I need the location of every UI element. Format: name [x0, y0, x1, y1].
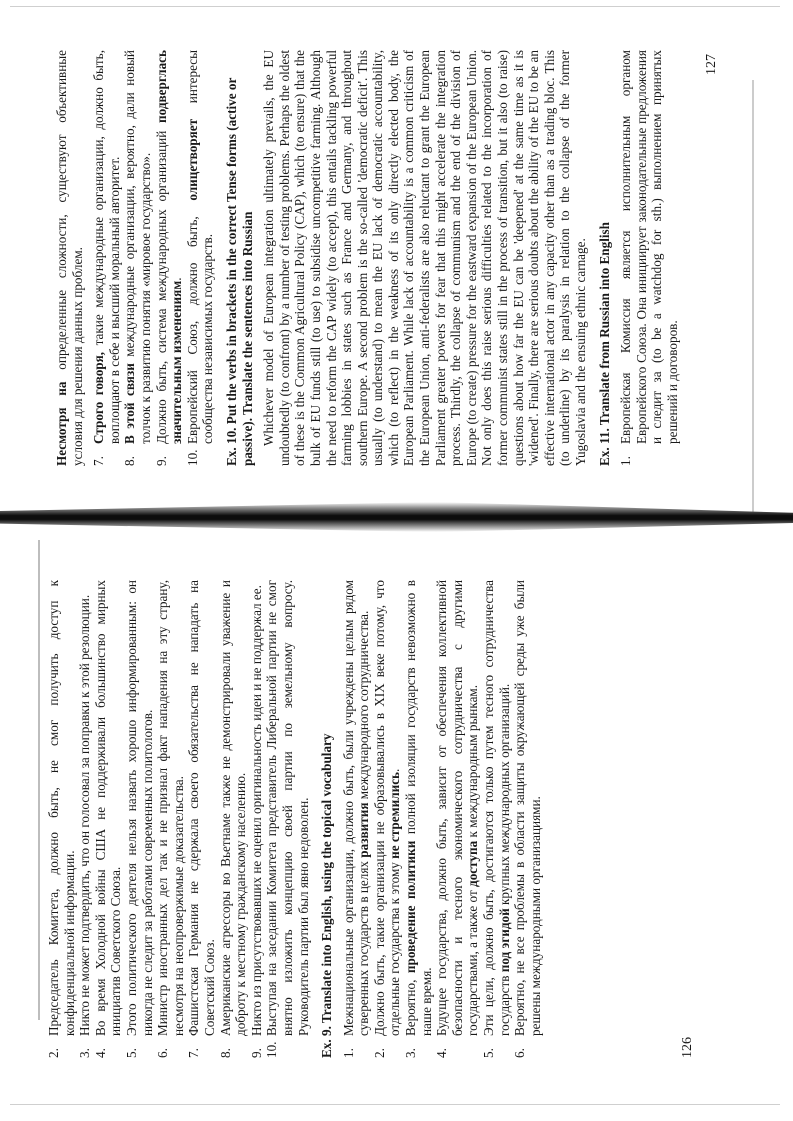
left-page-item-list — [46, 580, 311, 1058]
page-126 — [46, 580, 706, 1058]
scan-line-top — [10, 6, 780, 7]
list-item: 10. Выступая на заседании Комитета представитель Либеральной партии не смог внятно изложить концепцию своей партии по земельному вопросу. Руководитель партии был явно недоволен. — [264, 580, 311, 1058]
list-item: 4. Во время Холодной войны США не поддерживали большинство мирных инициатив Советского Союза. — [92, 580, 124, 1058]
exercise-10-heading: Ex. 10. Put the verbs in brackets in the correct Tense forms (active or passive). Translate the sentences into Russian — [223, 77, 255, 466]
exercise-11-heading: Ex. 11. Translate from Russian into English — [596, 221, 612, 466]
list-item: 10. Европейский Союз, должно быть, олицетворяет интересы сообщества независимых государств. — [184, 50, 216, 466]
list-item: 6. Министр иностранных дел так и не признал факт нападения на эту страну, несмотря на неопровержимые доказательства. — [155, 580, 186, 1058]
list-item: 3. Вероятно, проведение политики полной изоляции государств невозможно в наше время. — [403, 580, 434, 1058]
exercise-9-heading: Ex. 9. Translate into English, using the topical vocabulary — [319, 733, 335, 1058]
list-item: 6. Вероятно, не все проблемы в области защиты окружающей среды уже были решены международными организациями. — [512, 580, 543, 1058]
list-item: 5. Этого политического деятеля нельзя назвать хорошо информированным: он никогда не следит за работами современных политологов. — [123, 580, 155, 1058]
list-item: 4. Будущее государства, должно быть, зависит от обеспечения коллективной безопасности и тесного экономического сотрудничества с другими государствами, а также от доступа к международным рынкам. — [434, 580, 481, 1058]
list-item: 9. Никто из присутствовавших не оценил оригинальность идеи и не поддержал ее. — [248, 585, 264, 1058]
list-item: 8. В этой связи международные организации, вероятно, дали новый толчок к развитию понятия «мировое государство». — [122, 50, 153, 466]
list-item: 2. Председатель Комитета, должно быть, не смог получить доступ к конфиденциальной информации. — [46, 580, 77, 1058]
page-edge-shadow-right — [752, 80, 754, 520]
list-item: 9. Должно быть, система международных организаций подверглась значительным изменениям. — [153, 50, 185, 466]
page-edge-shadow-left — [38, 540, 40, 1020]
list-item: 3. Никто не может подтвердить, что он голосовал за поправки к этой резолюции. — [77, 594, 93, 1058]
exercise-11-list — [618, 50, 680, 466]
intro-paragraph: Несмотря на определенные сложности, существуют объективные условия для решения данных проблем. — [54, 49, 85, 466]
page-number: 127 — [704, 54, 720, 75]
page-127 — [54, 50, 736, 466]
list-item: 8. Американские агрессоры во Вьетнаме также не демонстрировали уважение и доброту к местному гражданскому населению. — [217, 580, 249, 1058]
scan-line-bottom — [10, 1104, 780, 1105]
exercise-10-paragraph: Whichever model of European integration ultimately prevails, the EU undoubtedly (to confront) by a number of testing problems. Perhaps the oldest of these is the Common Agricultural Policy (CAP), which (to ensure) that the bulk of EU funds still (to use) to subsidise uncompetitive farming. Although the need to reform the CAP widely (to accept), this entails tackling powerful farming lobbies in states such as France and Germany, and throughout southern Europe. A second problem is the so-called 'democratic deficit'. This usually (to understand) to mean the EU lack of democratic accountability, which (to reflect) in the weakness of its only directly elected body, the European Parliament. While lack of accountability is a common criticism of the European Union, anti-federalists are also reluctant to grant the European Parliament greater powers for fear that this might accelerate the integration process. Thirdly, the collapse of communism and the end of the division of Europe (to create) pressure for the eastward expansion of the European Union. Not only does this raise serious difficulties related to the incorporation of former communist states still in the process of transition, but it also (to raise) questions about how far the EU can be 'deepened' at the same time as it is 'widened'. Finally, there are serious doubts about the ability of the EU to be an effective international actor in any capacity other than as a trading bloc. This (to underline) by its paralysis in relation to the collapse of the former Yugoslavia and the ensuing ethnic carnage. — [261, 50, 588, 466]
right-page-item-list — [91, 50, 216, 466]
list-item: 2. Должно быть, такие организации не образовывались в XIX веке потому, что отдельные государства к этому не стремились. — [371, 580, 403, 1058]
exercise-9-list — [341, 580, 544, 1058]
list-item: 1. Европейская Комиссия является исполнительным органом Европейского Союза. Она инициирует законодательные предложения и следит за (to be a watchdog for sth.) выполнением принятых решений и договоров. — [618, 50, 680, 466]
page-number: 126 — [680, 1037, 696, 1058]
list-item: 1. Межнациональные организации, должно быть, были учреждены целым рядом суверенных государств в целях развития международного сотрудничества. — [340, 580, 372, 1058]
list-item: 7. Фашистская Германия не сдержала своего обязательства не нападать на Советский Союз. — [186, 580, 217, 1058]
book-spine-shadow — [0, 502, 793, 532]
list-item: 7. Строго говоря, такие международные организации, должно быть, воплощают в себе и высший моральный авторитет. — [91, 50, 122, 466]
list-item: 5. Эти цели, должно быть, достигаются только путем тесного сотрудничества государств под эгидой крупных международных организаций. — [481, 580, 512, 1058]
